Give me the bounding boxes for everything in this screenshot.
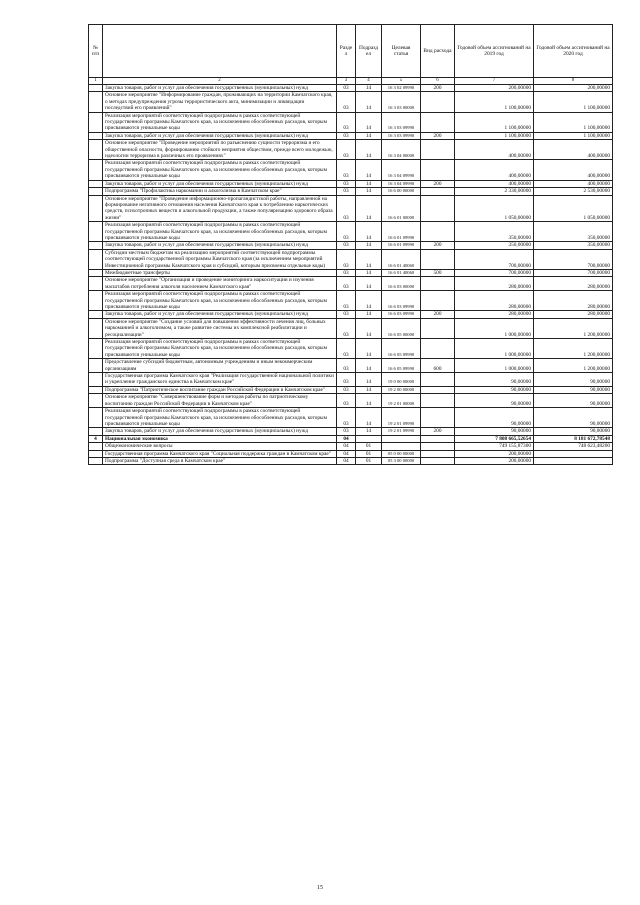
item-name: Основное мероприятие "Проведение информационно-пропагандистской работы, направленной на формирование негативного отношения населения Камчатского края к потреблению наркотических средств, психотропных веществ и алкогольной продукции, а также популяризацию здорового образа жизни" <box>103 195 337 222</box>
item-name: Подпрограмма "Патриотическое воспитание граждан Российской Федерации в Камчатском крае" <box>103 386 337 393</box>
target-item-code: 16 3 04 09990 <box>382 160 421 180</box>
razdel-code: 03 <box>337 394 356 408</box>
item-name: Государственная программа Камчатского края "Реализация государственной национальной политики и укрепление гражданского единства в Камчатском крае" <box>103 373 337 387</box>
amount-2020: 280,00000 <box>534 311 613 318</box>
target-item-code <box>382 443 421 450</box>
table-row <box>89 450 613 457</box>
item-name: Закупка товаров, работ и услуг для обеспечения государственных (муниципальных) нужд <box>103 85 337 92</box>
amount-2019: 1 000,00000 <box>455 359 534 373</box>
table-row <box>89 318 613 338</box>
podrazdel-code: 14 <box>356 242 382 249</box>
amount-2019: 700,00000 <box>455 269 534 276</box>
item-name: Основное мероприятие "Информирование граждан, проживающих на территории Камчатского края, о методах предупреждения угрозы террористического акта, минимизации и ликвидации последствий его проявлений" <box>103 92 337 112</box>
table-row <box>89 408 613 428</box>
row-number <box>89 222 103 242</box>
table-row <box>89 180 613 187</box>
podrazdel-code: 14 <box>356 160 382 180</box>
amount-2020: 280,00000 <box>534 291 613 311</box>
podrazdel-code: 14 <box>356 92 382 112</box>
expense-type-code <box>421 222 455 242</box>
amount-2019: 90,00000 <box>455 428 534 435</box>
target-item-code: 16 6 01 09990 <box>382 242 421 249</box>
podrazdel-code <box>356 435 382 442</box>
podrazdel-code: 01 <box>356 457 382 464</box>
table-header-row <box>89 25 613 78</box>
podrazdel-code: 14 <box>356 112 382 132</box>
column-number: 5 <box>382 78 421 85</box>
razdel-code: 03 <box>337 428 356 435</box>
header-razdel: Раздел <box>337 25 356 78</box>
row-number <box>89 394 103 408</box>
expense-type-code <box>421 443 455 450</box>
row-number <box>89 92 103 112</box>
expense-type-code <box>421 112 455 132</box>
razdel-code: 03 <box>337 132 356 139</box>
amount-2019: 90,00000 <box>455 408 534 428</box>
amount-2019: 400,00000 <box>455 180 534 187</box>
amount-2019: 400,00000 <box>455 160 534 180</box>
razdel-code: 03 <box>337 339 356 359</box>
row-number <box>89 180 103 187</box>
item-name: Межбюджетные трансферты <box>103 269 337 276</box>
target-item-code: 19 2 00 00000 <box>382 386 421 393</box>
item-name: Закупка товаров, работ и услуг для обеспечения государственных (муниципальных) нужд <box>103 132 337 139</box>
podrazdel-code: 14 <box>356 249 382 269</box>
item-name: Закупка товаров, работ и услуг для обеспечения государственных (муниципальных) нужд <box>103 428 337 435</box>
target-item-code: 16 3 03 09990 <box>382 132 421 139</box>
table-row <box>89 242 613 249</box>
expense-type-code <box>421 450 455 457</box>
row-number <box>89 457 103 464</box>
item-name: Основное мероприятие "Создание условий для повышения эффективности лечения лиц, больных наркоманией и алкоголизмом, а также развитие системы их комплексной реабилитации и ресоциализации" <box>103 318 337 338</box>
amount-2020: 1 200,00000 <box>534 318 613 338</box>
podrazdel-code: 14 <box>356 222 382 242</box>
table-row <box>89 85 613 92</box>
table-row <box>89 277 613 291</box>
expense-type-code: 200 <box>421 132 455 139</box>
amount-2020: 2 530,00000 <box>534 188 613 195</box>
target-item-code: 16 6 05 00000 <box>382 318 421 338</box>
column-number: 3 <box>337 78 356 85</box>
podrazdel-code: 14 <box>356 269 382 276</box>
amount-2019: 280,00000 <box>455 291 534 311</box>
item-name: Реализация мероприятий соответствующей подпрограммы в рамках соответствующей государственной программы Камчатского края, за исключением обособленных расходов, которым присваиваются уникальные коды <box>103 291 337 311</box>
expense-type-code <box>421 140 455 160</box>
item-name: Реализация мероприятий соответствующей подпрограммы в рамках соответствующей государственной программы Камчатского края, за исключением обособленных расходов, которым присваиваются уникальные коды <box>103 339 337 359</box>
row-number <box>89 85 103 92</box>
item-name: Предоставление субсидий бюджетным, автономным учреждениям и иным некоммерческим организациям <box>103 359 337 373</box>
podrazdel-code: 01 <box>356 450 382 457</box>
podrazdel-code: 14 <box>356 359 382 373</box>
column-number: 8 <box>534 78 613 85</box>
target-item-code: 16 6 03 09990 <box>382 311 421 318</box>
razdel-code: 03 <box>337 112 356 132</box>
amount-2020: 700,00000 <box>534 249 613 269</box>
table-row <box>89 339 613 359</box>
table-row <box>89 195 613 222</box>
header-expense-type: Вид расхода <box>421 25 455 78</box>
podrazdel-code: 14 <box>356 428 382 435</box>
row-number <box>89 318 103 338</box>
podrazdel-code: 14 <box>356 180 382 187</box>
item-name: Закупка товаров, работ и услуг для обеспечения государственных (муниципальных) нужд <box>103 180 337 187</box>
table-row <box>89 92 613 112</box>
row-number <box>89 408 103 428</box>
expense-type-code: 200 <box>421 180 455 187</box>
amount-2020 <box>534 450 613 457</box>
row-number <box>89 277 103 291</box>
expense-type-code <box>421 373 455 387</box>
amount-2020: 90,00000 <box>534 408 613 428</box>
row-number <box>89 450 103 457</box>
row-number <box>89 249 103 269</box>
target-item-code: 16 3 02 09990 <box>382 85 421 92</box>
amount-2019: 1 050,00000 <box>455 195 534 222</box>
header-name <box>103 25 337 78</box>
podrazdel-code: 14 <box>356 291 382 311</box>
column-number: 7 <box>455 78 534 85</box>
amount-2019: 90,00000 <box>455 386 534 393</box>
expense-type-code <box>421 457 455 464</box>
target-item-code: 16 6 05 09990 <box>382 339 421 359</box>
target-item-code: 05 0 00 00000 <box>382 450 421 457</box>
amount-2019: 2 330,00000 <box>455 188 534 195</box>
row-number <box>89 269 103 276</box>
table-row <box>89 222 613 242</box>
row-number <box>89 373 103 387</box>
target-item-code: 16 3 04 09990 <box>382 180 421 187</box>
amount-2019: 1 100,00000 <box>455 132 534 139</box>
item-name: Закупка товаров, работ и услуг для обеспечения государственных (муниципальных) нужд <box>103 311 337 318</box>
item-name: Основное мероприятие "Совершенствование форм и методов работы по патриотическому воспитанию граждан Российской Федерации в Камчатском крае" <box>103 394 337 408</box>
razdel-code: 04 <box>337 443 356 450</box>
razdel-code: 04 <box>337 450 356 457</box>
row-number <box>89 291 103 311</box>
amount-2019: 1 100,00000 <box>455 112 534 132</box>
item-name: Реализация мероприятий соответствующей подпрограммы в рамках соответствующей государственной программы Камчатского края, за исключением обособленных расходов, которым присваиваются уникальные коды <box>103 160 337 180</box>
razdel-code: 03 <box>337 195 356 222</box>
amount-2019: 280,00000 <box>455 311 534 318</box>
razdel-code: 03 <box>337 222 356 242</box>
table-row <box>89 457 613 464</box>
amount-2020: 1 200,00000 <box>534 339 613 359</box>
expense-type-code: 500 <box>421 269 455 276</box>
amount-2020: 400,00000 <box>534 180 613 187</box>
row-number <box>89 140 103 160</box>
item-name: Субсидии местным бюджетам на реализацию мероприятий соответствующей подпрограммы соответствующей государственной программы Камчатского края (за исключением мероприятий Инвестиционной программы Камчатского края и субсидий, которым присвоены отдельные коды) <box>103 249 337 269</box>
podrazdel-code: 14 <box>356 408 382 428</box>
table-row <box>89 132 613 139</box>
podrazdel-code: 14 <box>356 318 382 338</box>
expense-type-code <box>421 339 455 359</box>
item-name: Реализация мероприятий соответствующей подпрограммы в рамках соответствующей государственной программы Камчатского края, за исключением обособленных расходов, которым присваиваются уникальные коды <box>103 222 337 242</box>
amount-2019: 1 100,00000 <box>455 92 534 112</box>
razdel-code: 03 <box>337 85 356 92</box>
target-item-code: 16 3 04 00000 <box>382 140 421 160</box>
razdel-code: 03 <box>337 269 356 276</box>
razdel-code: 03 <box>337 242 356 249</box>
table-row <box>89 269 613 276</box>
target-item-code: 19 2 01 09990 <box>382 428 421 435</box>
expense-type-code <box>421 188 455 195</box>
podrazdel-code: 14 <box>356 339 382 359</box>
razdel-code: 04 <box>337 435 356 442</box>
column-number-row <box>89 78 613 85</box>
target-item-code: 05 3 00 00000 <box>382 457 421 464</box>
table-row <box>89 373 613 387</box>
podrazdel-code: 14 <box>356 195 382 222</box>
row-number <box>89 242 103 249</box>
razdel-code: 03 <box>337 277 356 291</box>
razdel-code: 03 <box>337 140 356 160</box>
amount-2019: 90,00000 <box>455 394 534 408</box>
item-name: Реализация мероприятий соответствующей подпрограммы в рамках соответствующей государственной программы Камчатского края, за исключением обособленных расходов, которым присваиваются уникальные коды <box>103 408 337 428</box>
target-item-code: 16 6 03 00000 <box>382 277 421 291</box>
amount-2020: 748 623,48200 <box>534 443 613 450</box>
target-item-code: 16 6 00 00000 <box>382 188 421 195</box>
item-name: Общеэкономические вопросы <box>103 443 337 450</box>
item-name: Подпрограмма "Доступная среда в Камчатском крае" <box>103 457 337 464</box>
table-row <box>89 311 613 318</box>
item-name: Закупка товаров, работ и услуг для обеспечения государственных (муниципальных) нужд <box>103 242 337 249</box>
podrazdel-code: 14 <box>356 386 382 393</box>
razdel-code: 03 <box>337 359 356 373</box>
amount-2020: 1 100,00000 <box>534 132 613 139</box>
amount-2020: 90,00000 <box>534 386 613 393</box>
expense-type-code: 600 <box>421 359 455 373</box>
target-item-code: 16 3 03 00000 <box>382 92 421 112</box>
amount-2020: 400,00000 <box>534 160 613 180</box>
expense-type-code <box>421 318 455 338</box>
amount-2019: 350,00000 <box>455 222 534 242</box>
expense-type-code <box>421 394 455 408</box>
amount-2019: 1 000,00000 <box>455 339 534 359</box>
column-number: 2 <box>103 78 337 85</box>
amount-2020: 90,00000 <box>534 373 613 387</box>
budget-sheet <box>88 24 612 465</box>
razdel-code: 03 <box>337 408 356 428</box>
row-number <box>89 386 103 393</box>
table-row <box>89 140 613 160</box>
expense-type-code: 200 <box>421 242 455 249</box>
row-number <box>89 160 103 180</box>
razdel-code: 03 <box>337 160 356 180</box>
column-number: 1 <box>89 78 103 85</box>
amount-2020: 400,00000 <box>534 140 613 160</box>
podrazdel-code: 14 <box>356 132 382 139</box>
target-item-code <box>382 435 421 442</box>
amount-2020: 1 100,00000 <box>534 92 613 112</box>
item-name: Реализация мероприятий соответствующей подпрограммы в рамках соответствующей государственной программы Камчатского края, за исключением обособленных расходов, которым присваиваются уникальные коды <box>103 112 337 132</box>
expense-type-code <box>421 291 455 311</box>
expense-type-code <box>421 160 455 180</box>
expense-type-code: 200 <box>421 428 455 435</box>
table-row <box>89 428 613 435</box>
amount-2020: 200,00000 <box>534 85 613 92</box>
amount-2019: 1 000,00000 <box>455 318 534 338</box>
table-row <box>89 435 613 442</box>
amount-2020: 1 200,00000 <box>534 359 613 373</box>
amount-2020: 280,00000 <box>534 277 613 291</box>
table-row <box>89 291 613 311</box>
item-name: Государственная программа Камчатского края "Социальная поддержка граждан в Камчатском крае" <box>103 450 337 457</box>
expense-type-code <box>421 277 455 291</box>
expense-type-code: 200 <box>421 311 455 318</box>
row-number <box>89 195 103 222</box>
razdel-code: 03 <box>337 386 356 393</box>
row-number <box>89 188 103 195</box>
amount-2019: 200,00000 <box>455 457 534 464</box>
table-row <box>89 188 613 195</box>
target-item-code: 16 6 03 09990 <box>382 291 421 311</box>
header-num: № п/п <box>89 25 103 78</box>
target-item-code: 16 3 03 09990 <box>382 112 421 132</box>
table-row <box>89 386 613 393</box>
row-number <box>89 132 103 139</box>
target-item-code: 16 6 01 40060 <box>382 249 421 269</box>
amount-2020: 90,00000 <box>534 428 613 435</box>
row-number <box>89 112 103 132</box>
target-item-code: 16 6 01 00000 <box>382 195 421 222</box>
amount-2019: 400,00000 <box>455 140 534 160</box>
expense-type-code: 200 <box>421 85 455 92</box>
podrazdel-code: 01 <box>356 443 382 450</box>
razdel-code: 04 <box>337 457 356 464</box>
item-name: Подпрограмма "Профилактика наркомании и алкоголизма в Камчатском крае" <box>103 188 337 195</box>
razdel-code: 03 <box>337 188 356 195</box>
target-item-code: 19 2 01 00000 <box>382 394 421 408</box>
amount-2020: 90,00000 <box>534 394 613 408</box>
expense-type-code <box>421 386 455 393</box>
table-row <box>89 359 613 373</box>
item-name: Национальная экономика <box>103 435 337 442</box>
table-row <box>89 394 613 408</box>
target-item-code: 16 6 05 09990 <box>382 359 421 373</box>
expense-type-code <box>421 92 455 112</box>
expense-type-code <box>421 195 455 222</box>
table-row <box>89 160 613 180</box>
row-number <box>89 311 103 318</box>
amount-2019: 700,00000 <box>455 249 534 269</box>
table-row <box>89 112 613 132</box>
row-number <box>89 339 103 359</box>
podrazdel-code: 14 <box>356 311 382 318</box>
amount-2019: 200,00000 <box>455 85 534 92</box>
page-number: 15 <box>317 885 323 891</box>
row-number: 4 <box>89 435 103 442</box>
amount-2019: 280,00000 <box>455 277 534 291</box>
razdel-code: 03 <box>337 92 356 112</box>
razdel-code: 03 <box>337 291 356 311</box>
amount-2019: 200,00000 <box>455 450 534 457</box>
target-item-code: 16 6 01 09990 <box>382 222 421 242</box>
row-number <box>89 359 103 373</box>
amount-2020: 8 181 672,78548 <box>534 435 613 442</box>
budget-table <box>88 24 613 465</box>
row-number <box>89 428 103 435</box>
amount-2020: 350,00000 <box>534 222 613 242</box>
item-name: Основное мероприятие "Проведение мероприятий по разъяснению сущности терроризма и его общественной опасности, формированию стойкого неприятия обществом, прежде всего молодежью, идеологии терроризма в различных его проявлениях" <box>103 140 337 160</box>
header-target-item: Целевая статья <box>382 25 421 78</box>
table-row <box>89 249 613 269</box>
item-name: Основное мероприятие "Организация и проведение мониторинга наркоситуации и изучения масштабов потребления алкоголя населением Камчатского края" <box>103 277 337 291</box>
amount-2019: 90,00000 <box>455 373 534 387</box>
podrazdel-code: 14 <box>356 394 382 408</box>
target-item-code: 19 2 01 09990 <box>382 408 421 428</box>
header-amount-2019: Годовой объем ассигнований на 2019 год <box>455 25 534 78</box>
amount-2020: 1 050,00000 <box>534 195 613 222</box>
podrazdel-code: 14 <box>356 85 382 92</box>
expense-type-code <box>421 408 455 428</box>
target-item-code: 16 6 01 40060 <box>382 269 421 276</box>
razdel-code: 03 <box>337 180 356 187</box>
amount-2020 <box>534 457 613 464</box>
podrazdel-code: 14 <box>356 188 382 195</box>
column-number: 4 <box>356 78 382 85</box>
table-row <box>89 443 613 450</box>
podrazdel-code: 14 <box>356 373 382 387</box>
amount-2020: 1 100,00000 <box>534 112 613 132</box>
expense-type-code <box>421 435 455 442</box>
header-amount-2020: Годовой объем ассигнований на 2020 год <box>534 25 613 78</box>
target-item-code: 19 0 00 00000 <box>382 373 421 387</box>
podrazdel-code: 14 <box>356 277 382 291</box>
amount-2019: 749 155,87300 <box>455 443 534 450</box>
row-number <box>89 443 103 450</box>
amount-2019: 350,00000 <box>455 242 534 249</box>
amount-2020: 700,00000 <box>534 269 613 276</box>
amount-2020: 350,00000 <box>534 242 613 249</box>
amount-2019: 7 808 665,52654 <box>455 435 534 442</box>
razdel-code: 03 <box>337 318 356 338</box>
razdel-code: 03 <box>337 249 356 269</box>
razdel-code: 03 <box>337 373 356 387</box>
header-podrazdel: Подраздел <box>356 25 382 78</box>
expense-type-code <box>421 249 455 269</box>
razdel-code: 03 <box>337 311 356 318</box>
column-number: 6 <box>421 78 455 85</box>
podrazdel-code: 14 <box>356 140 382 160</box>
